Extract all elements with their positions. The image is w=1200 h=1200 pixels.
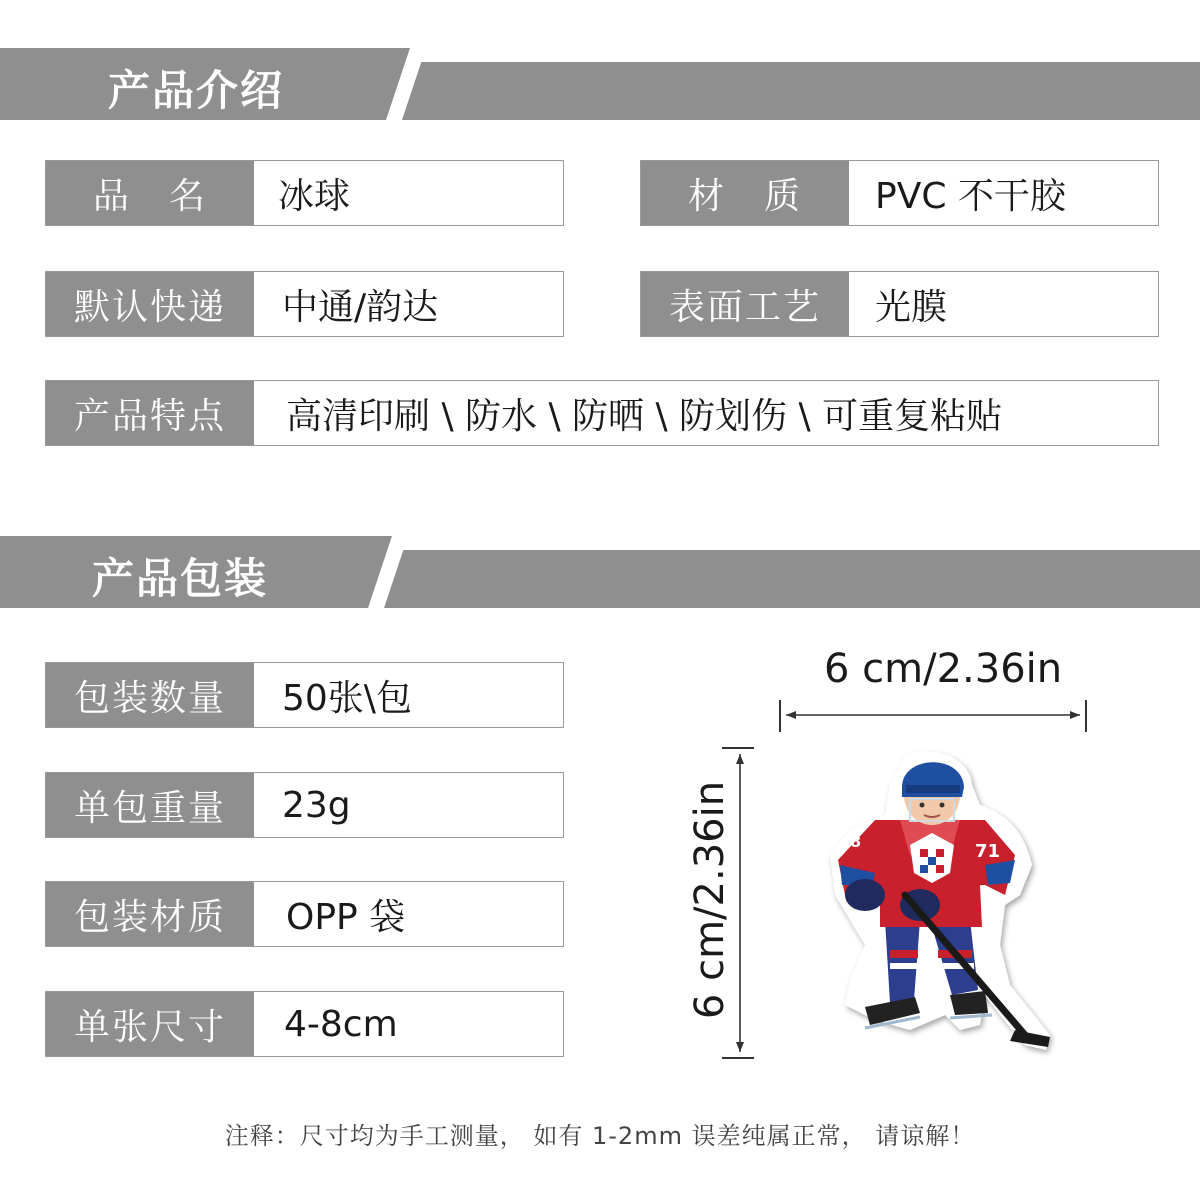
- section-title-package: 产品包装: [92, 554, 269, 603]
- spec-label: 表面工艺: [641, 272, 849, 336]
- section-banner-package: [0, 536, 1200, 608]
- spec-label: 默认快递: [46, 272, 254, 336]
- spec-row-name: [45, 160, 564, 226]
- banner-slash-icon: [386, 48, 446, 120]
- width-dimension-label: 6 cm/2.36in: [824, 646, 1063, 692]
- pack-label: 单包重量: [46, 773, 254, 837]
- banner-slash-icon: [368, 536, 428, 608]
- pack-value: 23g: [282, 784, 351, 826]
- spec-value: 冰球: [278, 175, 351, 217]
- measurement-note: 注释：尺寸均为手工测量， 如有 1-2mm 误差纯属正常， 请谅解！: [224, 1122, 976, 1150]
- section-banner-intro: [0, 48, 1200, 120]
- sleeve-number: 8: [850, 832, 862, 851]
- pack-label: 单张尺寸: [46, 992, 254, 1056]
- pack-value: 4-8cm: [284, 1003, 398, 1045]
- pack-label: 包装数量: [46, 663, 254, 727]
- spec-label: 材 质: [641, 161, 849, 225]
- section-title-intro: 产品介绍: [108, 66, 285, 115]
- spec-value: 中通/韵达: [282, 286, 439, 328]
- pack-row-size: [45, 991, 564, 1057]
- spec-value: 光膜: [875, 286, 948, 328]
- spec-row-material: [640, 160, 1159, 226]
- spec-label: 产品特点: [46, 381, 254, 445]
- hockey-player-sticker-image: [810, 745, 1060, 1065]
- spec-value: 高清印刷 \ 防水 \ 防晒 \ 防划伤 \ 可重复粘贴: [286, 395, 1003, 437]
- pack-label: 包装材质: [46, 882, 254, 946]
- pack-value: OPP 袋: [286, 896, 406, 938]
- pack-row-material: [45, 881, 564, 947]
- spec-row-surface: [640, 271, 1159, 337]
- spec-value: PVC 不干胶: [875, 175, 1066, 217]
- spec-label: 品 名: [46, 161, 254, 225]
- pack-value: 50张\包: [282, 677, 412, 719]
- spec-row-shipping: [45, 271, 564, 337]
- height-dimension-label: 6 cm/2.36in: [687, 780, 733, 1020]
- width-dimension-arrow-icon: [772, 698, 1092, 738]
- spec-row-features: [45, 380, 1159, 446]
- jersey-number: 71: [975, 841, 1001, 862]
- pack-row-weight: [45, 772, 564, 838]
- pack-row-quantity: [45, 662, 564, 728]
- height-dimension-arrow-icon: [720, 742, 760, 1062]
